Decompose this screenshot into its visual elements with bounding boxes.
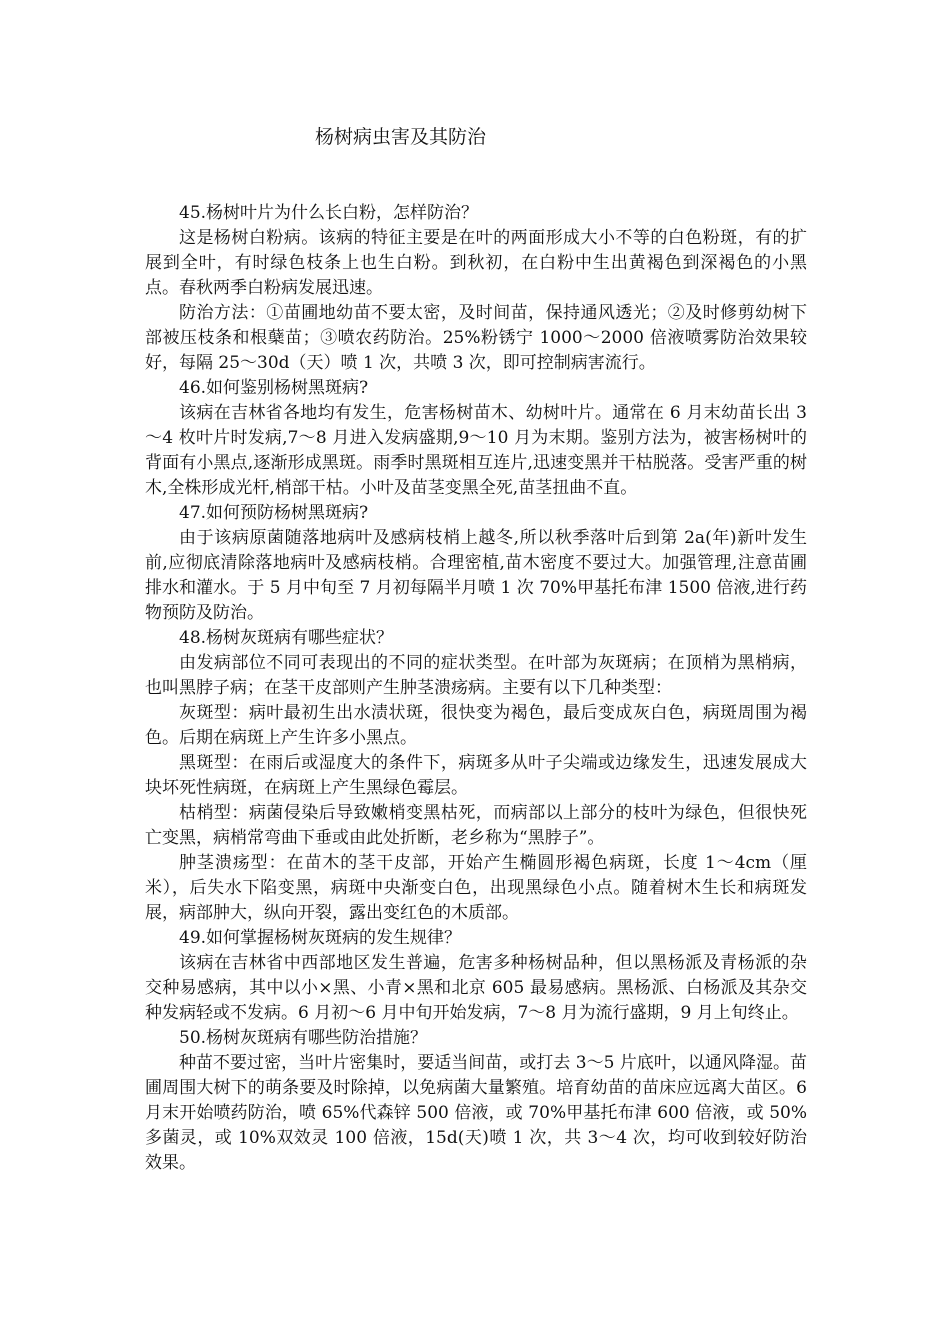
answer-paragraph: 防治方法：①苗圃地幼苗不要太密，及时间苗，保持通风透光；②及时修剪幼树下部被压枝条和根蘖苗；③喷农药防治。25%粉锈宁 1000～2000 倍液喷雾防治效果较好，每隔 25～30d（天）喷 1 次，共喷 3 次，即可控制病害流行。	[145, 303, 807, 373]
answer-paragraph: 枯梢型：病菌侵染后导致嫩梢变黑枯死，而病部以上部分的枝叶为绿色，但很快死亡变黑，病梢常弯曲下垂或由此处折断，老乡称为“黑脖子”。	[145, 803, 807, 848]
answer-paragraph: 种苗不要过密，当叶片密集时，要适当间苗，或打去 3～5 片底叶，以通风降湿。苗圃周围大树下的萌条要及时除掉，以免病菌大量繁殖。培育幼苗的苗床应远离大苗区。6 月末开始喷药防治，喷 65%代森锌 500 倍液，或 70%甲基托布津 600 倍液，或 50%多菌灵，或 10%双效灵 100 倍液，15d(天)喷 1 次，共 3～4 次，均可收到较好防治效果。	[145, 1053, 807, 1173]
question-49: 49.如何掌握杨树灰斑病的发生规律？	[179, 928, 462, 948]
answer-paragraph: 由发病部位不同可表现出的不同的症状类型。在叶部为灰斑病；在顶梢为黑梢病，也叫黑脖子病；在茎干皮部则产生肿茎溃疡病。主要有以下几种类型：	[145, 653, 807, 698]
document-content	[145, 201, 807, 1176]
question-46: 46.如何鉴别杨树黑斑病?	[179, 378, 369, 398]
answer-paragraph: 该病在吉林省中西部地区发生普遍，危害多种杨树品种，但以黑杨派及青杨派的杂交种易感病，其中以小×黑、小青×黑和北京 605 最易感病。黑杨派、白杨派及其杂交种发病轻或不发病。6 月初～6 月中旬开始发病，7～8 月为流行盛期，9 月上旬终止。	[145, 953, 807, 1023]
answer-paragraph: 黑斑型：在雨后或湿度大的条件下，病斑多从叶子尖端或边缘发生，迅速发展成大块坏死性病斑，在病斑上产生黑绿色霉层。	[145, 753, 807, 798]
answer-paragraph: 肿茎溃疡型：在苗木的茎干皮部，开始产生椭圆形褐色病斑，长度 1～4cm（厘米），后失水下陷变黑，病斑中央渐变白色，出现黑绿色小点。随着树木生长和病斑发展，病部肿大，纵向开裂，露出变红色的木质部。	[145, 853, 807, 923]
question-47: 47.如何预防杨树黑斑病?	[179, 503, 369, 523]
question-50: 50.杨树灰斑病有哪些防治措施？	[179, 1028, 428, 1048]
answer-paragraph: 这是杨树白粉病。该病的特征主要是在叶的两面形成大小不等的白色粉斑，有的扩展到全叶，有时绿色枝条上也生白粉。到秋初，在白粉中生出黄褐色到深褐色的小黑点。春秋两季白粉病发展迅速。	[145, 228, 807, 298]
answer-paragraph: 灰斑型：病叶最初生出水渍状斑，很快变为褐色，最后变成灰白色，病斑周围为褐色。后期在病斑上产生许多小黑点。	[145, 703, 807, 748]
question-48: 48.杨树灰斑病有哪些症状？	[179, 628, 394, 648]
answer-paragraph: 该病在吉林省各地均有发生，危害杨树苗木、幼树叶片。通常在 6 月末幼苗长出 3～4 枚叶片时发病,7～8 月进入发病盛期,9～10 月为末期。鉴别方法为，被害杨树叶的背面有小黑点,逐渐形成黑斑。雨季时黑斑相互连片,迅速变黑并干枯脱落。受害严重的树木,全株形成光杆,梢部干枯。小叶及苗茎变黑全死,苗茎扭曲不直。	[145, 403, 807, 498]
page-title: 杨树病虫害及其防治	[315, 126, 487, 148]
answer-paragraph: 由于该病原菌随落地病叶及感病枝梢上越冬,所以秋季落叶后到第 2a(年)新叶发生前,应彻底清除落地病叶及感病枝梢。合理密植,苗木密度不要过大。加强管理,注意苗圃排水和灌水。于 5 月中旬至 7 月初每隔半月喷 1 次 70%甲基托布津 1500 倍液,进行药物预防及防治。	[145, 528, 807, 623]
question-45: 45.杨树叶片为什么长白粉，怎样防治？	[179, 203, 479, 223]
